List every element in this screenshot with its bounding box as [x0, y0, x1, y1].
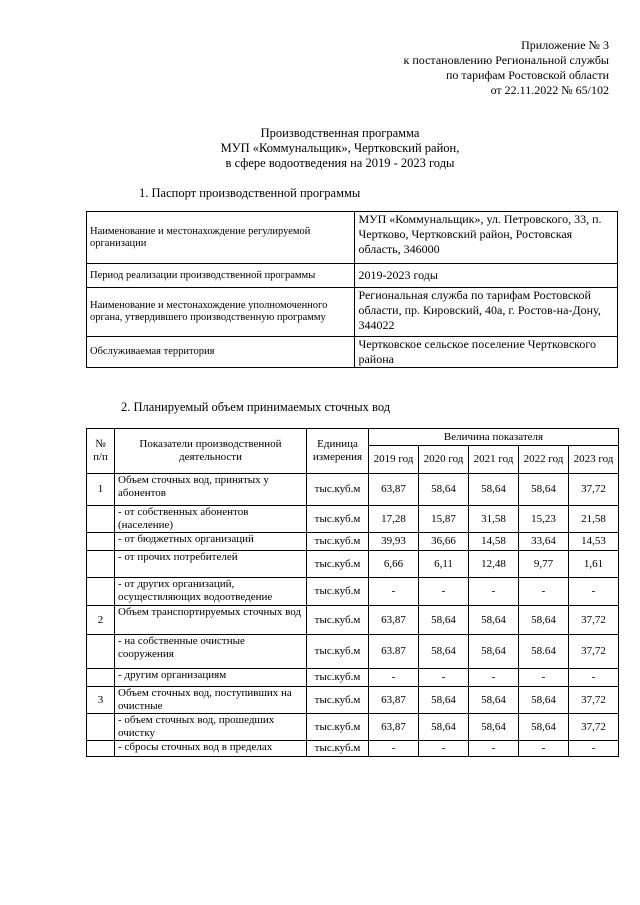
table-row — [87, 212, 618, 264]
row-value: - — [469, 669, 519, 687]
row-indicator: - от прочих потребителей — [115, 551, 307, 578]
row-unit: тыс.куб.м — [307, 506, 369, 533]
row-unit: тыс.куб.м — [307, 714, 369, 741]
row-value: 21,58 — [569, 506, 619, 533]
row-unit: тыс.куб.м — [307, 741, 369, 757]
row-indicator: Объем сточных вод, поступивших на очистные — [115, 687, 307, 714]
row-value: 37,72 — [569, 635, 619, 669]
row-value: 17,28 — [369, 506, 419, 533]
row-value: 15,23 — [519, 506, 569, 533]
row-unit: тыс.куб.м — [307, 551, 369, 578]
table-row — [87, 635, 619, 669]
header-year: 2019 год — [369, 446, 419, 474]
table-row — [87, 741, 619, 757]
table-row — [87, 578, 619, 606]
row-value: - — [419, 741, 469, 757]
row-number — [87, 551, 115, 578]
table-row — [87, 714, 619, 741]
row-unit: тыс.куб.м — [307, 669, 369, 687]
table-row — [87, 669, 619, 687]
row-indicator: - объем сточных вод, прошедших очистку — [115, 714, 307, 741]
header-unit: Единица измерения — [307, 429, 369, 474]
header-num: № п/п — [87, 429, 115, 474]
header-year: 2020 год — [419, 446, 469, 474]
row-value: - — [419, 578, 469, 606]
section-2-heading: 2. Планируемый объем принимаемых сточных вод — [121, 400, 391, 414]
passport-value: Региональная служба по тарифам Ростовской области, пр. Кировский, 40а, г. Ростов-на-Дону, 344022 — [355, 288, 618, 337]
row-value: 58,64 — [419, 474, 469, 506]
row-value: - — [469, 578, 519, 606]
row-number — [87, 669, 115, 687]
document-header — [404, 38, 609, 98]
header-indicator: Показатели производственной деятельности — [115, 429, 307, 474]
row-value: 58,64 — [419, 606, 469, 635]
row-value: 1,61 — [569, 551, 619, 578]
row-value: 63,87 — [369, 606, 419, 635]
row-value: 15,87 — [419, 506, 469, 533]
row-value: 58,64 — [519, 687, 569, 714]
row-value: - — [569, 669, 619, 687]
row-number — [87, 578, 115, 606]
row-indicator: - другим организациям — [115, 669, 307, 687]
row-value: - — [569, 741, 619, 757]
row-value: 6,66 — [369, 551, 419, 578]
authority-name: по тарифам Ростовской области — [445, 68, 609, 82]
passport-value: МУП «Коммунальщик», ул. Петровского, 33, п. Чертково, Чертковский район, Ростовская область, 346000 — [355, 212, 618, 264]
table-row — [87, 288, 618, 337]
document-title — [0, 126, 640, 171]
section-1-heading: 1. Паспорт производственной программы — [139, 186, 361, 200]
passport-value: Чертковское сельское поселение Чертковского района — [355, 337, 618, 368]
row-value: 33,64 — [519, 533, 569, 551]
row-unit: тыс.куб.м — [307, 474, 369, 506]
table-row — [87, 606, 619, 635]
table-row — [87, 337, 618, 368]
title-line-1: Производственная программа — [260, 126, 420, 140]
passport-key: Период реализации производственной программы — [87, 264, 355, 288]
row-number — [87, 635, 115, 669]
header-year: 2023 год — [569, 446, 619, 474]
row-value: 58,64 — [419, 687, 469, 714]
row-value: - — [369, 669, 419, 687]
row-value: - — [469, 741, 519, 757]
row-value: 58,64 — [519, 606, 569, 635]
row-value: 37,72 — [569, 474, 619, 506]
row-value: 6,11 — [419, 551, 469, 578]
header-value: Величина показателя — [369, 429, 619, 446]
row-indicator: - сбросы сточных вод в пределах — [115, 741, 307, 757]
passport-key: Обслуживаемая территория — [87, 337, 355, 368]
row-value: 58,64 — [519, 714, 569, 741]
row-indicator: - от бюджетных организаций — [115, 533, 307, 551]
row-number — [87, 506, 115, 533]
passport-key: Наименование и местонахождение уполномоченного органа, утвердившего производственную программу — [87, 288, 355, 337]
table-row — [87, 506, 619, 533]
row-value: 58,64 — [469, 606, 519, 635]
row-value: - — [519, 669, 569, 687]
row-unit: тыс.куб.м — [307, 687, 369, 714]
row-unit: тыс.куб.м — [307, 533, 369, 551]
row-value: 58,64 — [469, 687, 519, 714]
row-value: 31,58 — [469, 506, 519, 533]
row-unit: тыс.куб.м — [307, 635, 369, 669]
row-value: 58,64 — [469, 714, 519, 741]
title-line-3: в сфере водоотведения на 2019 - 2023 годы — [225, 156, 455, 170]
row-value: 37,72 — [569, 687, 619, 714]
row-value: 39,93 — [369, 533, 419, 551]
row-value: 63,87 — [369, 687, 419, 714]
row-value: 63,87 — [369, 474, 419, 506]
row-value: - — [519, 578, 569, 606]
row-unit: тыс.куб.м — [307, 606, 369, 635]
header-year: 2021 год — [469, 446, 519, 474]
row-value: 37,72 — [569, 714, 619, 741]
row-value: - — [519, 741, 569, 757]
row-value: - — [419, 669, 469, 687]
header-year: 2022 год — [519, 446, 569, 474]
row-value: 58.64 — [519, 635, 569, 669]
row-number: 3 — [87, 687, 115, 714]
row-unit: тыс.куб.м — [307, 578, 369, 606]
row-value: 58,64 — [469, 474, 519, 506]
appendix-number: Приложение № 3 — [521, 38, 609, 52]
table-row — [87, 533, 619, 551]
row-value: 58,64 — [469, 635, 519, 669]
passport-value: 2019-2023 годы — [355, 264, 618, 288]
row-value: 14,58 — [469, 533, 519, 551]
resolution-ref: к постановлению Региональной службы — [403, 53, 609, 67]
table-header-row — [87, 429, 619, 446]
resolution-date: от 22.11.2022 № 65/102 — [490, 83, 609, 97]
row-indicator: Объем транспортируемых сточных вод — [115, 606, 307, 635]
row-value: - — [569, 578, 619, 606]
table-row — [87, 687, 619, 714]
table-row — [87, 551, 619, 578]
row-value: 14,53 — [569, 533, 619, 551]
row-value: - — [369, 741, 419, 757]
volumes-table — [86, 428, 619, 757]
row-value: 63.87 — [369, 635, 419, 669]
title-line-2: МУП «Коммунальщик», Чертковский район, — [220, 141, 460, 155]
row-indicator: - от собственных абонентов (население) — [115, 506, 307, 533]
row-indicator: - от других организаций, осуществляющих водоотведение — [115, 578, 307, 606]
row-number — [87, 533, 115, 551]
row-value: 12,48 — [469, 551, 519, 578]
row-indicator: Объем сточных вод, принятых у абонентов — [115, 474, 307, 506]
passport-table — [86, 211, 618, 368]
row-value: 63,87 — [369, 714, 419, 741]
row-value: 58,64 — [519, 474, 569, 506]
passport-key: Наименование и местонахождение регулируемой организации — [87, 212, 355, 264]
row-value: 58,64 — [419, 714, 469, 741]
table-row — [87, 474, 619, 506]
row-number — [87, 714, 115, 741]
row-value: 36,66 — [419, 533, 469, 551]
row-value: 37,72 — [569, 606, 619, 635]
row-number: 2 — [87, 606, 115, 635]
table-row — [87, 264, 618, 288]
row-number: 1 — [87, 474, 115, 506]
row-indicator: - на собственные очистные сооружения — [115, 635, 307, 669]
row-value: 9,77 — [519, 551, 569, 578]
row-number — [87, 741, 115, 757]
row-value: 58,64 — [419, 635, 469, 669]
row-value: - — [369, 578, 419, 606]
